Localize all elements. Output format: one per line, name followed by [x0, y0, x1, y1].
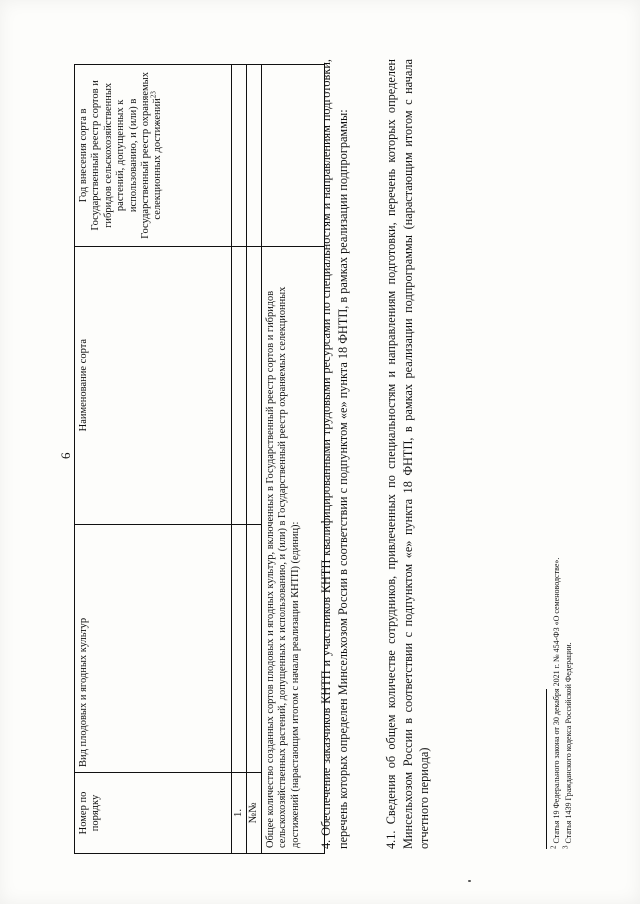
table-row [232, 65, 247, 854]
footnote-mark-3: 3 [149, 91, 158, 95]
row-number-cell: 1. [232, 773, 247, 854]
page-number: 6 [58, 452, 73, 459]
footnote-mark-2: 2 [149, 94, 158, 99]
footnote-mark: 2 [549, 845, 558, 849]
footnote-separator [546, 689, 547, 849]
empty-cell [247, 524, 262, 773]
footnote-text: Статья 19 Федерального закона от 30 декабря 2021 г. № 454-ФЗ «О семеноводстве». [552, 557, 561, 844]
empty-cell [232, 246, 247, 524]
empty-cell [232, 524, 247, 773]
header-row-number: Номер по порядку [75, 773, 232, 854]
table-header-row [75, 65, 232, 854]
varieties-table [74, 64, 325, 854]
footnote-mark: 3 [561, 845, 570, 849]
header-variety-name: Наименование сорта [75, 246, 232, 524]
footnote [549, 557, 562, 849]
row-number-cell: №№ [247, 773, 262, 854]
header-registration-year [75, 65, 232, 247]
scan-speck [468, 880, 471, 882]
empty-cell [247, 65, 262, 247]
footnote [561, 642, 574, 849]
total-row-label: Общее количество созданных сортов плодовых и ягодных культур, включенных в Государственный реестр сортов и гибридов сельскохозяйственных растений, допущенных к использованию, и (или) в Государственный реестр охраняемых селекционных достижений (нарастающим итогом с начала реализации КНТП) (единиц): [262, 246, 325, 853]
footnote-text: Статья 1439 Гражданского кодекса Российской Федерации. [564, 642, 573, 844]
section-4-1-paragraph: 4.1. Сведения об общем количестве сотрудников, привлеченных по специальностям и направлениям подготовки, перечень которых определен Минсельхозом России в соответствии с подпунктом «е» пункта 18 ФНТП, в рамках реализации подпрограммы (нарастающим итогом с начала отчетного периода) [384, 59, 431, 849]
empty-cell [232, 65, 247, 247]
table-row [247, 65, 262, 854]
section-4-paragraph: 4. Обеспечение заказчиков КНТП и участников КНТП квалифицированными трудовыми ресурсами по специальностям и направлениям подготовки, перечень которых определен Минсельхозом России в соответствии с подпунктом «е» пункта 18 ФНТП, в рамках реализации подпрограммы: [319, 59, 350, 849]
header-registration-year-text: Год внесения сорта в Государственный реестр сортов и гибридов сельскохозяйственных растений, допущенных к использованию, и (или) в Государственный реестр охраняемых селекционных достижений [78, 72, 164, 239]
header-crop-type: Вид плодовых и ягодных культур [75, 524, 232, 773]
empty-cell [247, 246, 262, 524]
total-value-cell [262, 65, 325, 247]
table-total-row [262, 65, 325, 854]
